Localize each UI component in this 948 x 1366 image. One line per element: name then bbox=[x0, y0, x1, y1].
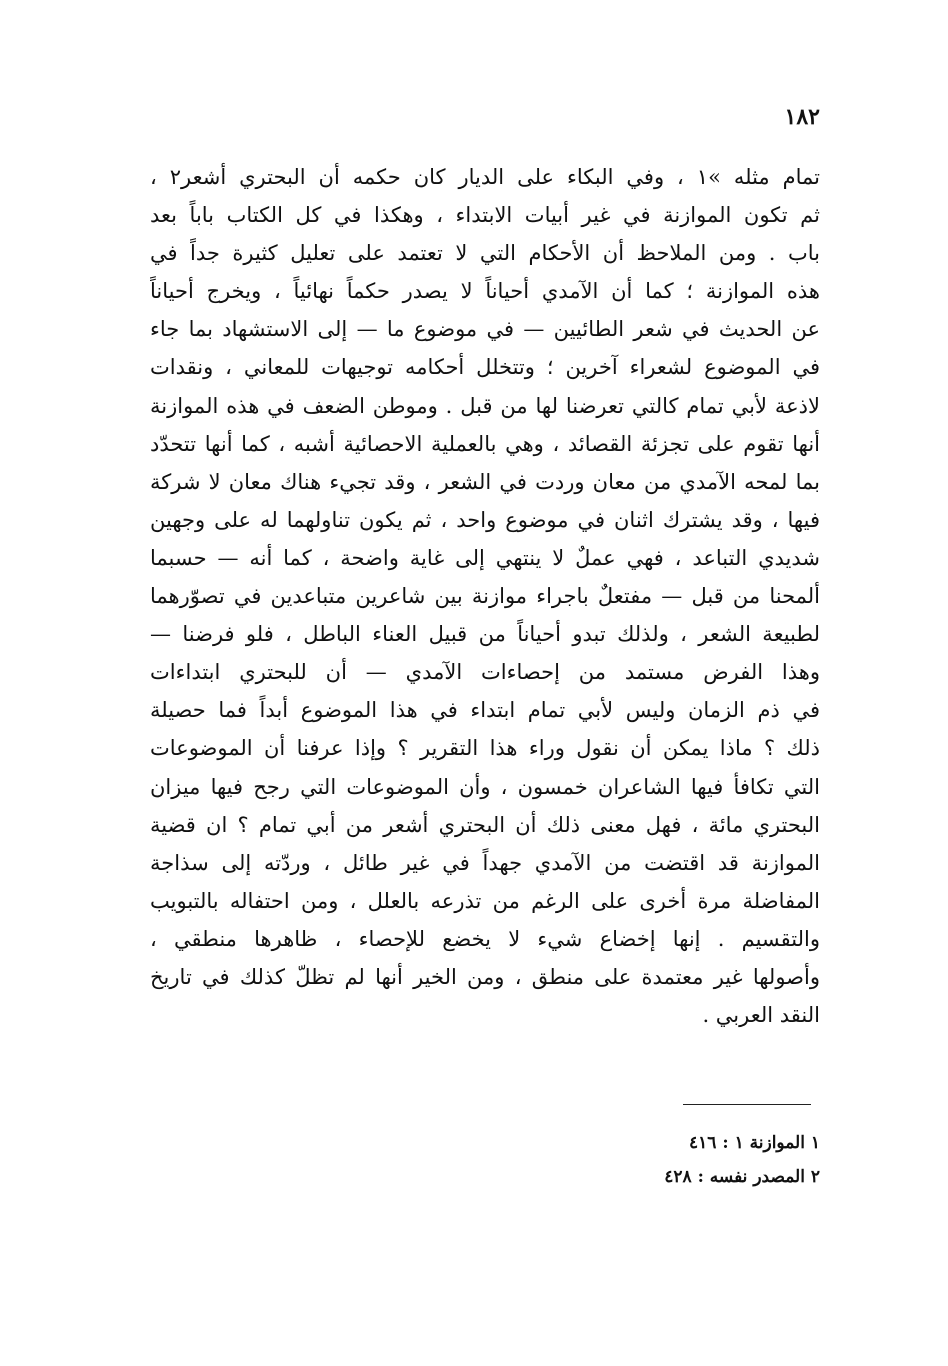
text-line: فيها ، وقد يشترك اثنان في موضوع واحد ، ثم يكون تناولهما له على وجهين bbox=[150, 507, 820, 532]
footnote-divider bbox=[683, 1104, 811, 1105]
text-line: عن الحديث في شعر الطائيين — في موضوع ما — إلى الاستشهاد بما جاء bbox=[150, 317, 820, 342]
text-line: ثم تكون الموازنة في غير أبيات الابتداء ، وهكذا في كل الكتاب باباً بعد bbox=[150, 203, 820, 228]
text-line: في الموضوع لشعراء آخرين ؛ وتتخلل أحكامه توجيهات للمعاني ، ونقدات bbox=[150, 355, 820, 380]
text-line: في ذم الزمان وليس لأبي تمام ابتداء في هذا الموضوع أبداً فما حصيلة bbox=[150, 698, 820, 723]
text-line: بما لمحه الآمدي من معان وردت في الشعر ، وقد تجيء هناك معان لا شركة bbox=[150, 469, 820, 494]
text-line: ألمحنا من قبل — مفتعلٌ باجراء موازنة بين شاعرين متباعدين في تصوّرهما bbox=[150, 584, 820, 609]
text-line: البحتري مائة ، فهل معنى ذلك أن البحتري أشعر من أبي تمام ؟ ان قضية bbox=[150, 812, 820, 837]
text-line: الموازنة قد اقتضت من الآمدي جهداً في غير طائل ، وردّته إلى سذاجة bbox=[150, 850, 820, 875]
text-line: باب . ومن الملاحظ أن الأحكام التي لا تعتمد على تعليل كثيرة جداً في bbox=[150, 241, 820, 266]
text-line: المفاضلة مرة أخرى على الرغم من تذرعه بالعلل ، ومن احتفاله بالتبويب bbox=[150, 888, 820, 913]
body-text bbox=[150, 158, 820, 1034]
page-number: ١٨٢ bbox=[784, 104, 820, 130]
text-line: أنها تقوم على تجزئة القصائد ، وهي بالعملية الاحصائية أشبه ، كما أنها تتحدّد bbox=[150, 431, 820, 456]
text-line: وأصولها غير معتمدة على منطق ، ومن الخير أنها لم تظلّ كذلك في تاريخ bbox=[150, 964, 820, 989]
text-line: وهذا الفرض مستمد من إحصاءات الآمدي — أن للبحتري ابتداءات bbox=[150, 660, 820, 685]
text-line: والتقسيم . إنها إخضاع شيء لا يخضع للإحصاء ، ظاهرها منطقي ، bbox=[150, 926, 820, 951]
text-line: تمام مثله »١ ، وفي البكاء على الديار كان حكمه أن البحتري أشعر٢ ، bbox=[150, 165, 820, 189]
footnote-2: ٢ المصدر نفسه : ٤٢٨ bbox=[664, 1167, 820, 1187]
text-line: ذلك ؟ ماذا يمكن أن نقول وراء هذا التقرير ؟ وإذا عرفنا أن الموضوعات bbox=[150, 736, 820, 761]
text-line: شديدي التباعد ، فهي عملٌ لا ينتهي إلى غاية واضحة ، كما أنه — حسبما bbox=[150, 545, 820, 570]
footnotes bbox=[540, 1126, 820, 1194]
footnote-1: ١ الموازنة ١ : ٤١٦ bbox=[689, 1133, 820, 1153]
text-line-last: النقد العربي . bbox=[702, 1003, 820, 1028]
text-line: لاذعة لأبي تمام كالتي تعرضنا لها من قبل . وموطن الضعف في هذه الموازنة bbox=[150, 393, 820, 418]
text-line: لطبيعة الشعر ، ولذلك تبدو أحياناً من قبيل العناء الباطل ، فلو فرضنا — bbox=[150, 622, 820, 647]
text-line: هذه الموازنة ؛ كما أن الآمدي أحياناً لا يصدر حكماً نهائياً ، ويخرج أحياناً bbox=[150, 279, 820, 304]
text-line: التي تكافأ فيها الشاعران خمسون ، وأن الموضوعات التي رجح فيها ميزان bbox=[150, 774, 820, 799]
